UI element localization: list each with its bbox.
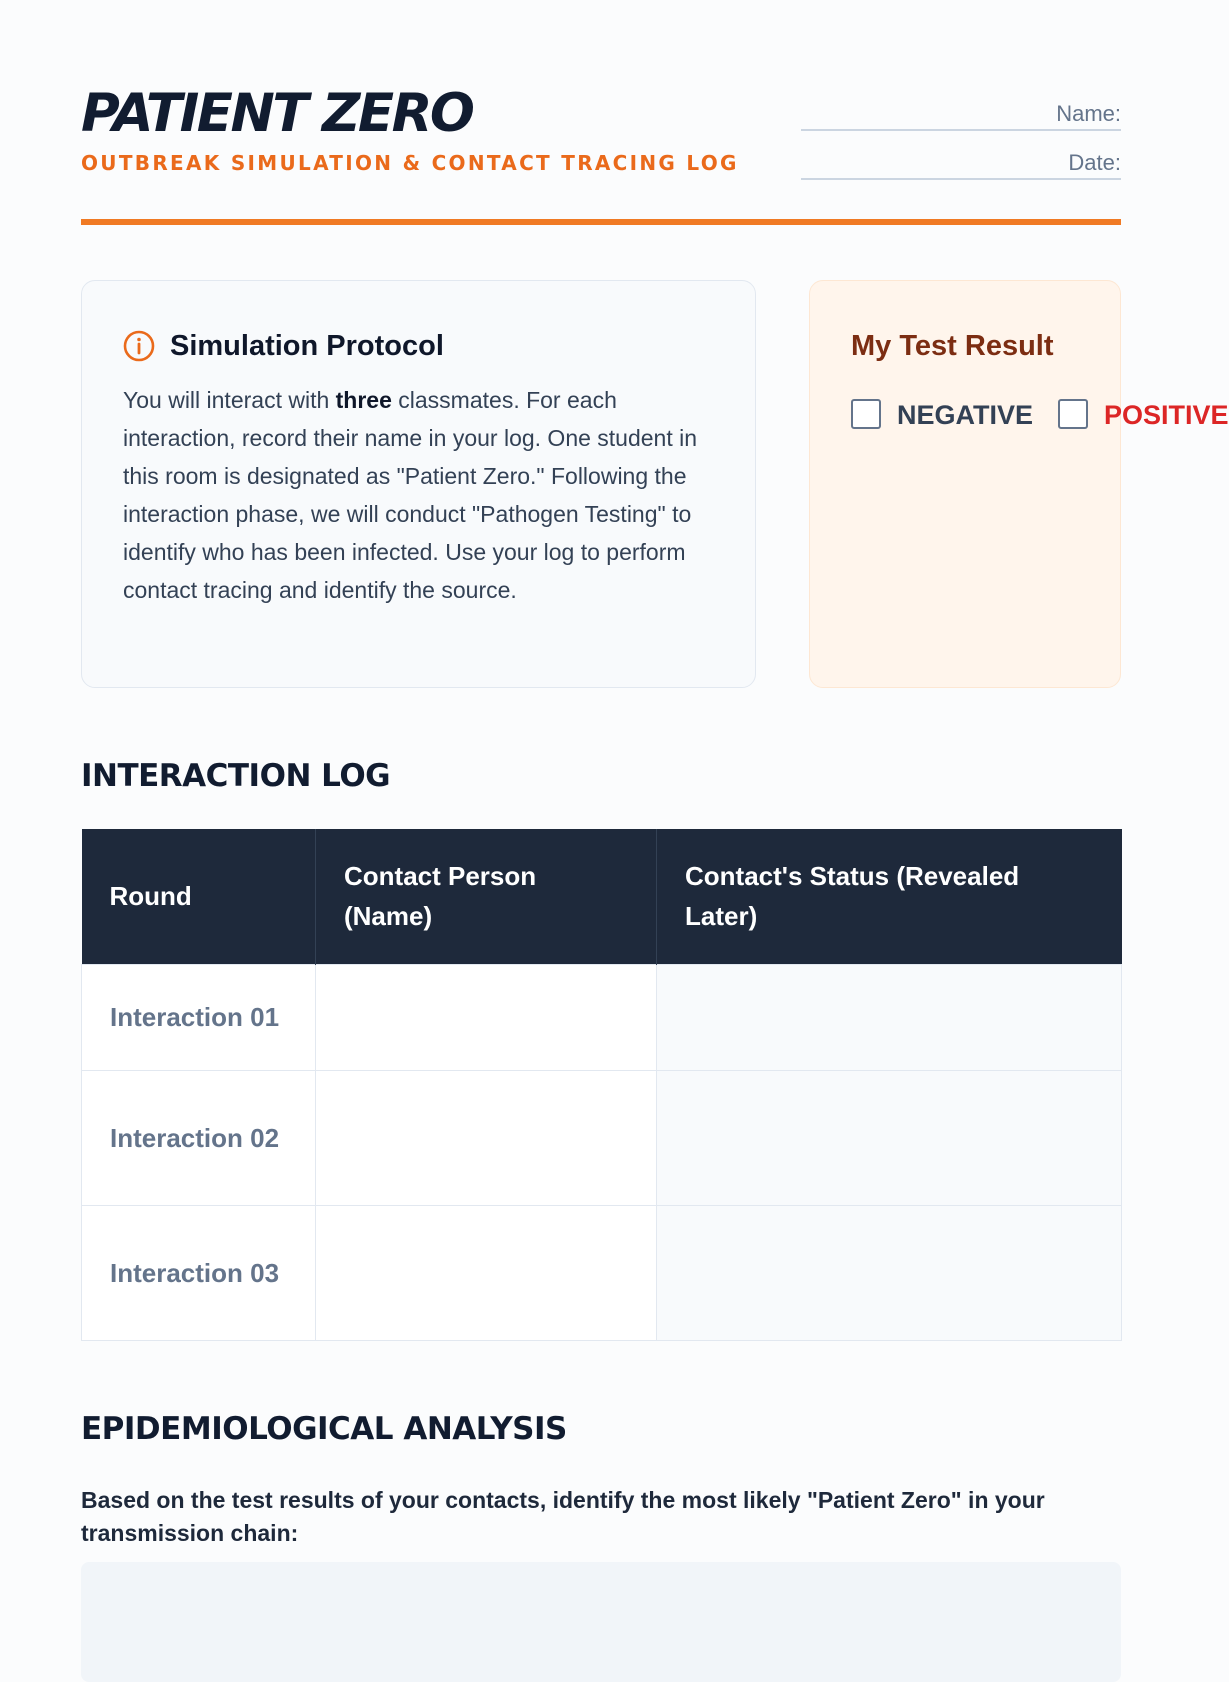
- interaction-log-table: [81, 829, 1122, 1341]
- date-label: Date:: [1068, 150, 1121, 175]
- test-result-card: [809, 280, 1229, 688]
- table-header-row: [82, 829, 1122, 964]
- analysis-heading: EPIDEMIOLOGICAL ANALYSIS: [81, 1411, 567, 1447]
- table-row: [82, 964, 1122, 1070]
- protocol-title: Simulation Protocol: [170, 330, 444, 362]
- round-cell: Interaction 01: [82, 964, 316, 1070]
- interaction-log-heading: INTERACTION LOG: [81, 758, 391, 794]
- contact-name-cell[interactable]: [316, 1070, 657, 1205]
- protocol-text-start: You will interact with: [123, 387, 336, 413]
- test-result-title: My Test Result: [851, 330, 1054, 362]
- header-divider: [81, 219, 1121, 225]
- analysis-prompt: Based on the test results of your contacts, identify the most likely "Patient Zero" in your transmission chain:: [81, 1487, 1045, 1546]
- column-header-contact: Contact Person (Name): [316, 829, 657, 964]
- name-label: Name:: [1056, 101, 1121, 126]
- negative-label: NEGATIVE: [897, 400, 1034, 430]
- protocol-card: [81, 280, 756, 688]
- worksheet-page: [81, 0, 1229, 1600]
- date-field[interactable]: [801, 146, 1121, 180]
- protocol-text: [123, 381, 723, 609]
- round-cell: Interaction 02: [82, 1070, 316, 1205]
- table-row: [82, 1070, 1122, 1205]
- patient-zero-answer-box[interactable]: [81, 1562, 1121, 1682]
- round-cell: Interaction 03: [82, 1205, 316, 1340]
- name-field[interactable]: [801, 97, 1121, 131]
- contact-status-cell[interactable]: [657, 1070, 1122, 1205]
- column-header-status: Contact's Status (Revealed Later): [657, 829, 1122, 964]
- protocol-text-rest: classmates. For each interaction, record their name in your log. One student in this room is designated as "Patient Zero." Following the interaction phase, we will conduct "Pathogen Testing" to identify who has been infected. Use your log to perform contact tracing and identify the source.: [123, 387, 698, 603]
- negative-checkbox[interactable]: [851, 399, 881, 429]
- contact-status-cell[interactable]: [657, 964, 1122, 1070]
- contact-status-cell[interactable]: [657, 1205, 1122, 1340]
- contact-name-cell[interactable]: [316, 964, 657, 1070]
- column-header-round: Round: [82, 829, 316, 964]
- page-title: PATIENT ZERO: [81, 83, 473, 144]
- contact-name-cell[interactable]: [316, 1205, 657, 1340]
- page-subtitle: OUTBREAK SIMULATION & CONTACT TRACING LOG: [81, 151, 739, 175]
- positive-label: POSITIVE: [1104, 400, 1229, 430]
- info-circle-icon: [122, 329, 156, 363]
- protocol-text-emphasis: three: [335, 387, 392, 413]
- positive-checkbox[interactable]: [1058, 399, 1088, 429]
- table-row: [82, 1205, 1122, 1340]
